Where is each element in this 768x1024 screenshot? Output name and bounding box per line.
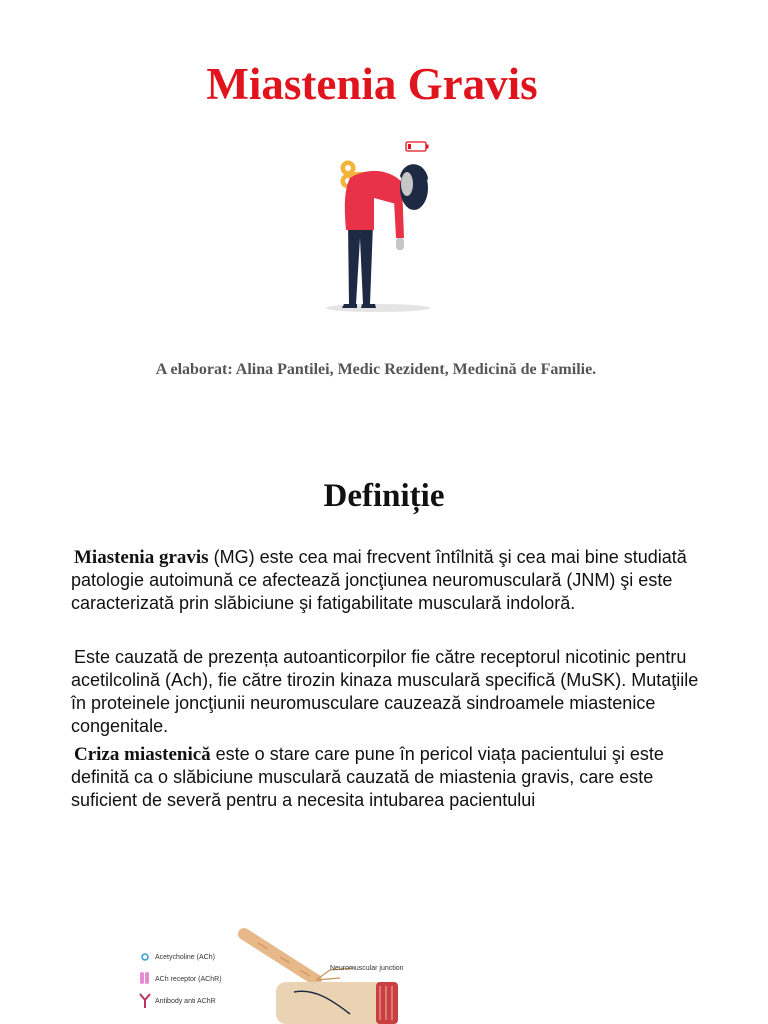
achr-legend-icon (140, 972, 149, 984)
section-heading: Definiție (323, 478, 445, 514)
neuromuscular-junction-diagram (118, 908, 598, 1024)
paragraph-myasthenic-crisis (71, 743, 711, 812)
tired-person-illustration (326, 138, 436, 314)
term-miastenia-gravis: Miastenia gravis (74, 547, 209, 568)
paragraph-text: (MG) este cea mai frecvent întîlnită şi cea mai bine studiată patologie autoimună ce afectează joncţiunea neuromusculară (JNM) şi este caracterizată prin slăbiciune şi fatigabilitate musculară indoloră. (71, 547, 687, 613)
nerve-axon (244, 934, 316, 980)
legend-antibody-label: Antibody anti AChR (155, 998, 216, 1005)
neuromuscular-junction-label: Neuromuscular junction (330, 965, 404, 972)
author-line: A elaborat: Alina Pantilei, Medic Rezident, Medicină de Familie. (155, 361, 597, 378)
document-title: Miastenia Gravis (206, 59, 538, 109)
paragraph-mg-definition (71, 546, 711, 615)
pants (348, 224, 373, 304)
paragraph-text: Este cauzată de prezența autoanticorpilor fie către receptorul nicotinic pentru acetilcolină (Ach), fie către tirozin kinaza musculară specifică (MuSK). Mutaţiile în proteinele joncţiunii neuromusculare cauzează sindroamele miastenice congenitale. (71, 647, 699, 736)
low-battery-icon (406, 142, 429, 151)
legend-achr-label: ACh receptor (AChR) (155, 976, 222, 983)
legend-ach-label: Acetycholine (ACh) (155, 954, 215, 961)
muscle-fiber (276, 982, 398, 1024)
ach-legend-icon (142, 954, 148, 960)
floor-shadow (326, 304, 430, 312)
antibody-legend-icon (140, 994, 150, 1008)
term-criza-miastenica: Criza miastenică (74, 744, 211, 765)
legend (140, 954, 222, 1008)
paragraph-mg-cause (71, 646, 711, 738)
paragraph-text: este o stare care pune în pericol viața pacientului şi este definită ca o slăbiciune musculară cauzată de miastenia gravis, care este suficient de severă pentru a necesita intubarea pacientului (71, 744, 664, 810)
